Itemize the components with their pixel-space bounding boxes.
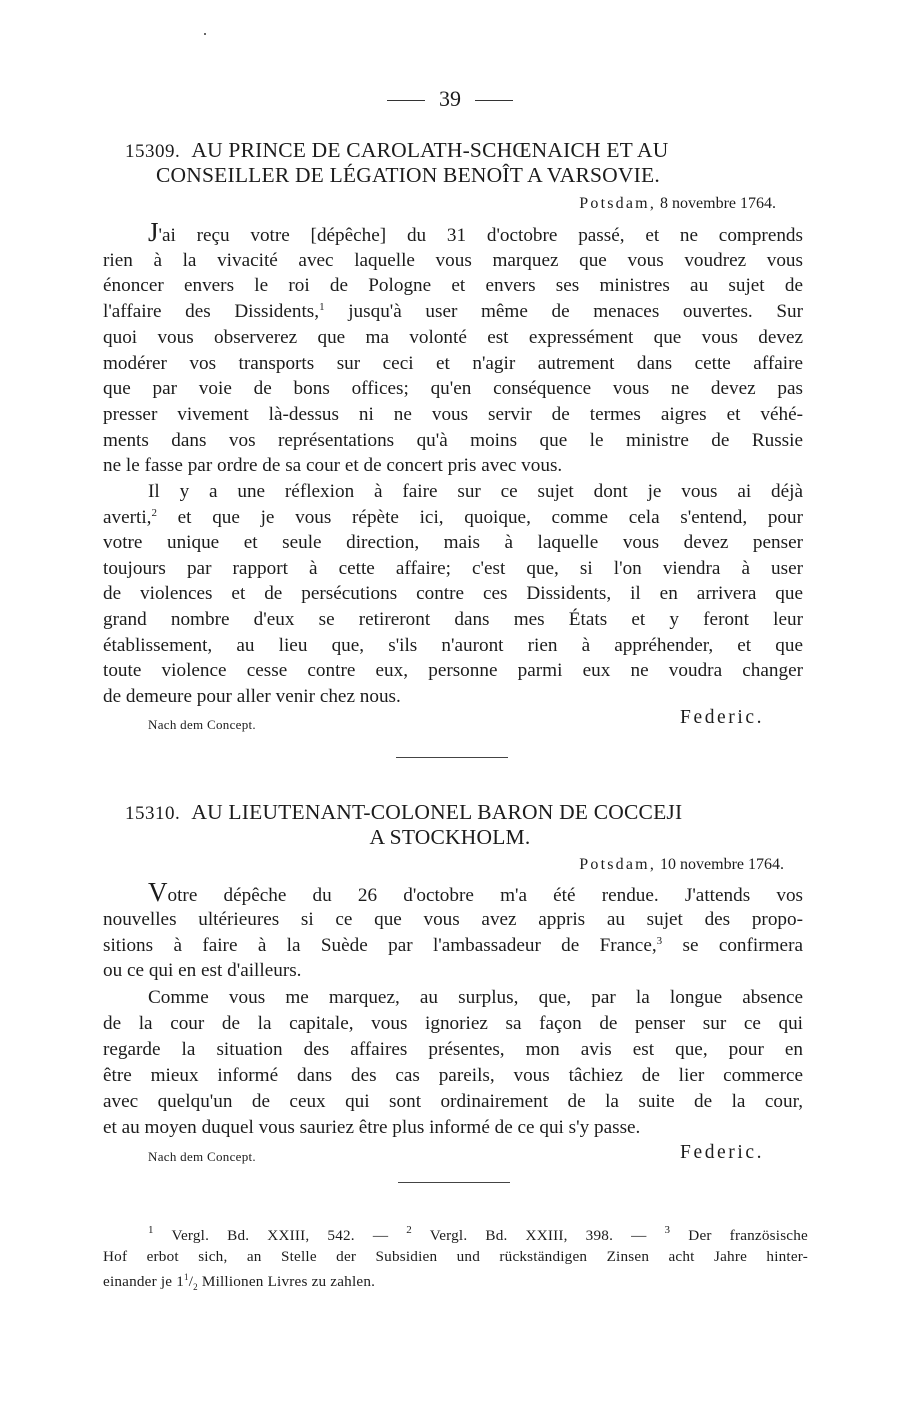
letter-2-p1-line-3: sitions à faire à la Suède par l'ambassadeur de France,$^3$ se confirmera [103, 935, 803, 956]
fraction: $1^1/_2$ [176, 1272, 198, 1293]
letter-1-signature: Federic. [680, 707, 765, 728]
letter-2-heading-line-2: A STOCKHOLM. [369, 825, 531, 849]
section-divider-1 [396, 757, 508, 758]
letter-2-number: 15310. [125, 803, 181, 824]
letter-1-p1-line-8: presser vivement là-dessus ni ne vous servir de termes aigres et véhé- [103, 404, 803, 425]
letter-1-p2-line-3: votre unique et seule direction, mais à laquelle vous devez penser [103, 532, 803, 553]
letter-1-p2-line-2: averti,$^2$ et que je vous répète ici, quoique, comme cela s'entend, pour [103, 507, 803, 528]
letter-2-p1-line-2: nouvelles ultérieures si ce que vous avez appris au sujet des propo- [103, 909, 803, 930]
letter-2-p2-line-6: et au moyen duquel vous sauriez être plus informé de ce qui s'y passe. [103, 1117, 641, 1138]
footnote-mark-1: 1 [148, 1224, 154, 1236]
letter-1-p1-line-2: rien à la vivacité avec laquelle vous marquez que vous voudrez vous [103, 250, 803, 271]
letter-1-p2-line-4: toujours par rapport à cette affaire; c'est que, si l'on viendra à user [103, 558, 803, 579]
footnote-ref-1[interactable]: 1 [319, 301, 325, 313]
section-divider-2 [398, 1182, 510, 1183]
letter-2-p1-line-4: ou ce qui en est d'ailleurs. [103, 960, 302, 981]
letter-1-p2-line-8: toute violence cesse contre eux, personne parmi eux ne voudra changer [103, 660, 803, 681]
footnote-line-1: $^1$ Vergl. Bd. XXIII, 542. — $^2$ Vergl. Bd. XXIII, 398. — $^3$ Der französische [148, 1224, 808, 1244]
page-number-value: 39 [439, 86, 461, 111]
letter-1-p1-line-1: J'ai reçu votre [dépêche] du 31 d'octobre passé, et ne comprends [148, 217, 803, 247]
letter-2-addressee: AU LIEUTENANT-COLONEL BARON DE COCCEJI [191, 800, 683, 824]
footnote-ref-2[interactable]: 2 [151, 507, 157, 519]
letter-2-p2-line-4: être mieux informé dans des cas pareils, vous tâchiez de lier commerce [103, 1065, 803, 1086]
letter-1-p1-line-5: quoi vous observerez que ma volonté est expressément que vous devez [103, 327, 803, 348]
page-number [0, 86, 900, 112]
letter-1-number: 15309. [125, 141, 181, 162]
letter-2-source: Nach dem Concept. [148, 1149, 256, 1164]
letter-1-source: Nach dem Concept. [148, 717, 256, 732]
letter-1-p1-line-10: ne le fasse par ordre de sa cour et de concert pris avec vous. [103, 455, 563, 476]
letter-2-initial: V [148, 877, 168, 907]
letter-2-p2-line-2: de la cour de la capitale, vous ignoriez sa façon de penser sur ce qui [103, 1013, 803, 1034]
letter-2-p2-line-1: Comme vous me marquez, au surplus, que, par la longue absence [148, 987, 803, 1008]
letter-1-dateline [420, 194, 776, 214]
letter-1-p1-line-3: énoncer envers le roi de Pologne et envers ses ministres au sujet de [103, 275, 803, 296]
letter-2-signature: Federic. [680, 1142, 765, 1163]
page-number-dash-left [387, 100, 425, 101]
footnote-ref-3[interactable]: 3 [656, 935, 663, 947]
letter-1-p1-line-9: ments dans vos représentations qu'à moins que le ministre de Russie [103, 430, 803, 451]
letter-1-date: 8 novembre 1764. [660, 195, 776, 212]
letter-1-p2-line-1: Il y a une réflexion à faire sur ce sujet dont je vous ai déjà [148, 481, 803, 502]
letter-1-p2-line-9: de demeure pour aller venir chez nous. [103, 686, 401, 707]
letter-1-heading-line-2: CONSEILLER DE LÉGATION BENOÎT A VARSOVIE. [156, 163, 660, 187]
footnote-mark-3: 3 [664, 1224, 671, 1236]
letter-1-date-place: Potsdam, [579, 195, 657, 212]
letter-1-heading-line-1 [125, 138, 785, 164]
stray-dot [204, 33, 206, 35]
letter-1-p2-line-7: établissement, au lieu que, s'ils n'auront rien à appréhender, et que [103, 635, 803, 656]
letter-2-heading-line-1 [125, 800, 785, 826]
letter-1-addressee: AU PRINCE DE CAROLATH-SCHŒNAICH ET AU [191, 138, 669, 162]
letter-1-p2-line-6: grand nombre d'eux se retireront dans mes États et y feront leur [103, 609, 803, 630]
letter-2-p2-line-3: regarde la situation des affaires présentes, mon avis est que, pour en [103, 1039, 803, 1060]
footnote-line-3: einander je $1^1/_2$ Millionen Livres zu zahlen. [103, 1272, 376, 1293]
letter-1-p1-line-6: modérer vos transports sur ceci et n'agir autrement dans cette affaire [103, 353, 803, 374]
letter-1-p1-line-4: l'affaire des Dissidents,$^1$ jusqu'à user même de menaces ouvertes. Sur [103, 301, 803, 322]
letter-2-date-place: Potsdam, [579, 856, 657, 873]
footnote-line-2: Hof erbot sich, an Stelle der Subsidien und rückständigen Zinsen acht Jahre hinter- [103, 1248, 808, 1265]
letter-2-dateline [420, 855, 784, 875]
letter-2-date: 10 novembre 1764. [660, 856, 784, 873]
letter-1-p1-line-7: que par voie de bons offices; qu'en conséquence vous ne devez pas [103, 378, 803, 399]
letter-1-p2-line-5: de violences et de persécutions contre ces Dissidents, il en arrivera que [103, 583, 803, 604]
page-number-dash-right [475, 100, 513, 101]
letter-2-p2-line-5: avec quelqu'un de ceux qui sont ordinairement de la suite de la cour, [103, 1091, 803, 1112]
footnote-mark-2: 2 [406, 1224, 412, 1236]
letter-2-p1-line-1: Votre dépêche du 26 d'octobre m'a été rendue. J'attends vos [148, 877, 803, 907]
letter-1-initial: J [148, 217, 159, 247]
